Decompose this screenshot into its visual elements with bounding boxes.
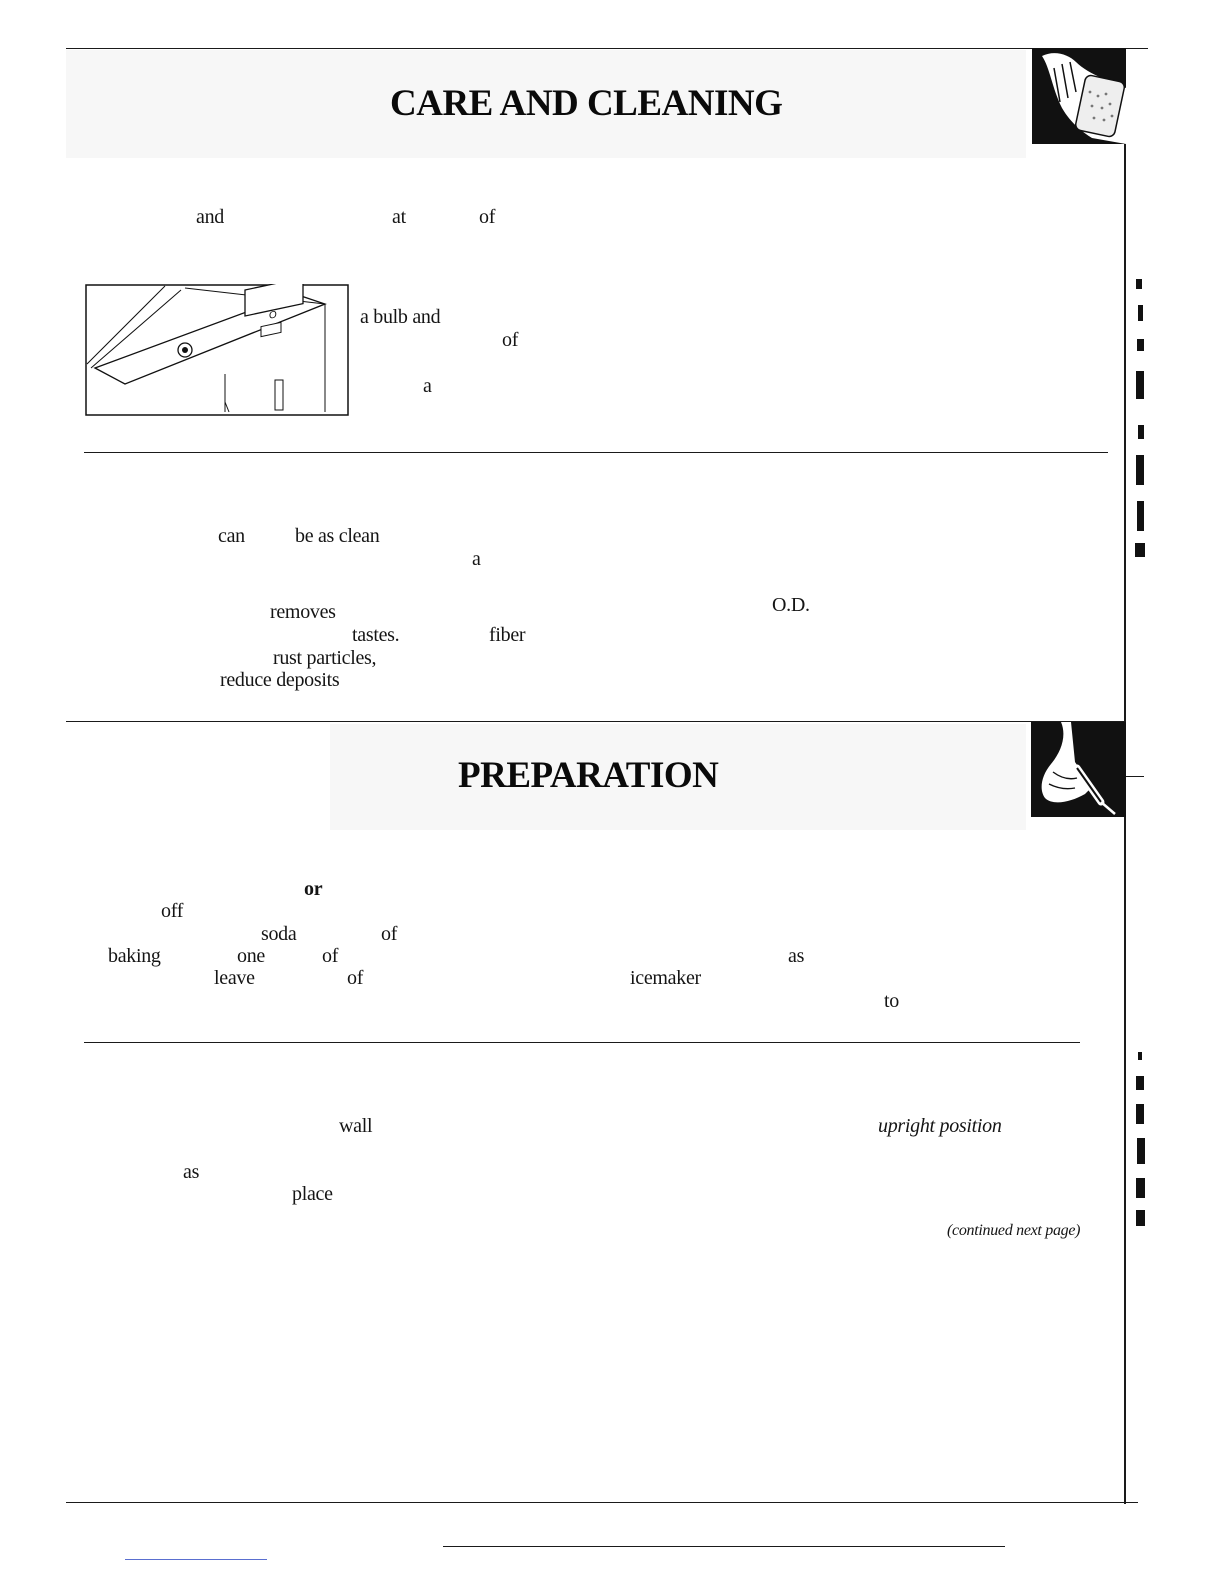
prep-text-as-2: as — [183, 1161, 200, 1183]
prep-text-as: as — [788, 945, 805, 967]
care-text-od: O.D. — [772, 594, 810, 616]
care-text-at: at — [392, 206, 406, 228]
hand-with-screwdriver-icon — [1031, 722, 1126, 817]
right-margin-rule — [1124, 144, 1126, 1504]
care-text-removes: removes — [270, 601, 336, 623]
hand-with-sponge-icon — [1032, 48, 1126, 144]
prep-text-off: off — [161, 900, 184, 922]
prep-text-to: to — [884, 990, 899, 1012]
side-tab-preparation — [1130, 1050, 1152, 1230]
preparation-title: PREPARATION — [458, 755, 719, 796]
svg-text:O: O — [269, 309, 277, 322]
bottom-rule — [66, 1502, 1138, 1503]
top-rule — [66, 48, 1148, 49]
care-text-and: and — [196, 206, 224, 228]
care-section-divider — [84, 452, 1108, 453]
care-text-be-clean: be as clean — [295, 525, 380, 547]
prep-text-one: one — [237, 945, 265, 967]
footer-rule — [443, 1546, 1005, 1547]
care-text-a: a — [423, 375, 432, 397]
prep-text-of-4: of — [322, 945, 339, 967]
preparation-tab-tick — [1126, 776, 1144, 777]
care-text-tastes: tastes. — [352, 624, 400, 646]
care-text-fiber: fiber — [489, 624, 526, 646]
light-bulb-housing-illustration — [85, 284, 349, 416]
prep-text-of-3: of — [381, 923, 398, 945]
care-text-of-2: of — [502, 329, 519, 351]
care-title: CARE AND CLEANING — [390, 83, 783, 124]
prep-text-of-5: of — [347, 967, 364, 989]
prep-text-wall: wall — [339, 1115, 373, 1137]
care-text-can: can — [218, 525, 245, 547]
care-text-a-2: a — [472, 548, 481, 570]
care-text-reduce: reduce deposits — [220, 669, 340, 691]
care-text-rust: rust particles, — [273, 647, 377, 669]
prep-text-soda: soda — [261, 923, 297, 945]
care-text-bulb: a bulb and — [360, 306, 441, 328]
footer-link-rule — [125, 1559, 267, 1560]
continued-next-page: (continued next page) — [947, 1222, 1081, 1239]
prep-text-leave: leave — [214, 967, 255, 989]
prep-text-upright: upright position — [878, 1115, 1002, 1137]
prep-text-baking: baking — [108, 945, 161, 967]
preparation-section-divider — [84, 1042, 1080, 1043]
preparation-top-rule — [66, 721, 1126, 722]
side-tab-care — [1130, 275, 1152, 565]
care-text-of: of — [479, 206, 496, 228]
prep-text-icemaker: icemaker — [630, 967, 701, 989]
prep-text-or: or — [304, 878, 323, 900]
prep-text-place: place — [292, 1183, 333, 1205]
